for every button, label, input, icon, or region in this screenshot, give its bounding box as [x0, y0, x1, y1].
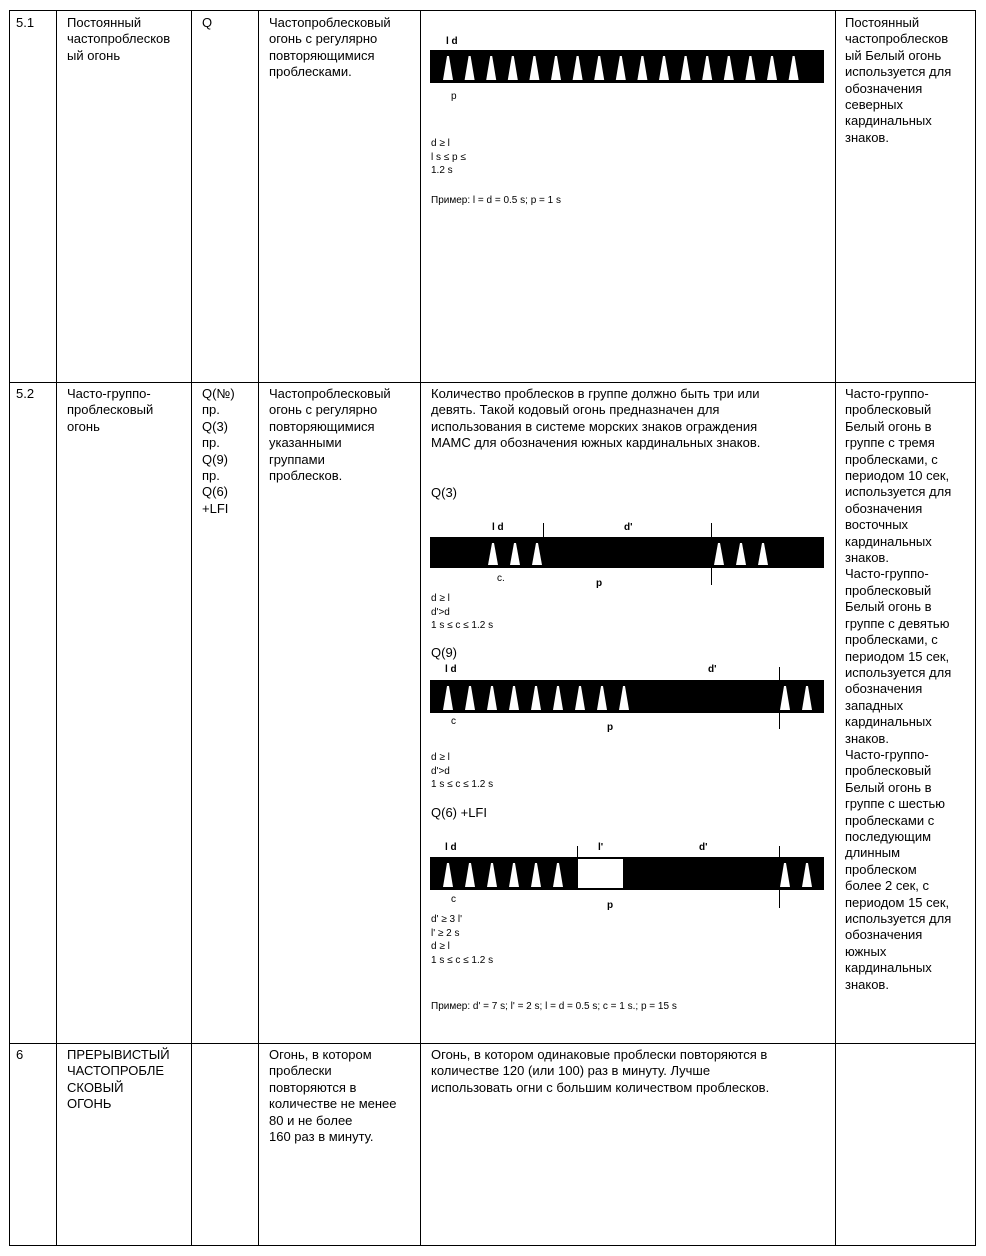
- flash-mark: [465, 56, 475, 80]
- diagram-formula: d' ≥ 3 l' l' ≥ 2 s d ≥ l 1 s ≤ c ≤ 1.2 s: [431, 914, 494, 966]
- diagram-label-l-prime: l': [598, 842, 604, 853]
- diagram-label-p: p: [451, 91, 457, 102]
- flash-mark: [510, 543, 520, 565]
- flash-mark: [767, 56, 777, 80]
- flash-mark: [487, 686, 497, 710]
- flash-marks: [430, 680, 824, 713]
- flash-mark: [531, 863, 541, 887]
- flash-mark: [594, 56, 604, 80]
- flash-mark: [714, 543, 724, 565]
- diagram-label-d-prime: d': [624, 522, 633, 533]
- flash-mark: [465, 863, 475, 887]
- column-divider: [56, 10, 57, 1246]
- flash-mark: [553, 863, 563, 887]
- flash-mark: [802, 686, 812, 710]
- q3-title: Q(3): [431, 485, 457, 500]
- flash-mark: [597, 686, 607, 710]
- diagram-label-c: c: [451, 894, 456, 905]
- diagram-example: Пример: d' = 7 s; l' = 2 s; l = d = 0.5 s; c = 1 s.; p = 15 s: [431, 1001, 677, 1012]
- flash-mark: [780, 863, 790, 887]
- flash-mark: [573, 56, 583, 80]
- light-abbreviation: Q(№) пр. Q(3) пр. Q(9) пр. Q(6) +LFI: [202, 386, 235, 516]
- diagram-label-l-d: l d: [445, 664, 457, 675]
- row-number: 5.1: [16, 15, 35, 30]
- row-divider: [9, 1043, 976, 1044]
- row-divider: [9, 382, 976, 383]
- diagram-label-p: p: [596, 578, 603, 589]
- q9-flash-diagram: [430, 680, 824, 713]
- flash-mark: [616, 56, 626, 80]
- diagram-label-p: p: [607, 722, 614, 733]
- flash-mark: [681, 56, 691, 80]
- row-number: 5.2: [16, 386, 35, 401]
- flash-marks: [430, 537, 824, 568]
- light-usage: Постоянный частопроблесков ый Белый огонь используется для обозначения северных кардинальных знаков.: [845, 15, 952, 145]
- flash-mark: [551, 56, 561, 80]
- light-name: Часто-группо- проблесковый огонь: [67, 386, 154, 434]
- flash-marks: [430, 50, 824, 83]
- flash-marks: [430, 857, 824, 890]
- q9-title: Q(9): [431, 645, 457, 660]
- diagram-label-l-d: l d: [446, 36, 458, 47]
- flash-mark: [780, 686, 790, 710]
- q6-lfi-flash-diagram: [430, 857, 824, 890]
- diagram-formula: d ≥ l l s ≤ p ≤ 1.2 s: [431, 138, 466, 177]
- diagram-label-d-prime: d': [699, 842, 708, 853]
- diagram-label-p: p: [607, 900, 614, 911]
- row-number: 6: [16, 1047, 24, 1062]
- flash-mark: [486, 56, 496, 80]
- diagram-label-l-d: l d: [445, 842, 457, 853]
- diagram-label-d-prime: d': [708, 664, 717, 675]
- flash-mark: [802, 863, 812, 887]
- group-rule-text: Количество проблесков в группе должно быть три или девять. Такой кодовый огонь предназначен для использования в системе морских знаков ограждения МАМС для обозначения южных кардинальных знаков.: [431, 386, 761, 451]
- flash-mark: [659, 56, 669, 80]
- diagram-label-c: c.: [497, 573, 505, 584]
- flash-mark: [758, 543, 768, 565]
- light-description: Частопроблесковый огонь с регулярно повторяющимися указанными группами проблесков.: [269, 386, 391, 484]
- flash-mark: [789, 56, 799, 80]
- flash-mark: [575, 686, 585, 710]
- light-description: Огонь, в котором проблески повторяются в количестве не менее 80 и не более 160 раз в минуту.: [269, 1047, 397, 1145]
- diagram-example: Пример: l = d = 0.5 s; p = 1 s: [431, 195, 561, 206]
- flash-mark: [465, 686, 475, 710]
- flash-mark: [724, 56, 734, 80]
- column-divider: [191, 10, 192, 1246]
- flash-mark: [637, 56, 647, 80]
- interrupted-light-text: Огонь, в котором одинаковые проблески повторяются в количестве 120 (или 100) раз в минуту. Лучше использовать огни с большим количеством проблесков.: [431, 1047, 770, 1095]
- flash-mark: [488, 543, 498, 565]
- flash-mark: [443, 56, 453, 80]
- light-name: ПРЕРЫВИСТЫЙ ЧАСТОПРОБЛЕ СКОВЫЙ ОГОНЬ: [67, 1047, 170, 1112]
- flash-mark: [509, 686, 519, 710]
- column-divider: [835, 10, 836, 1246]
- diagram-label-c: c: [451, 716, 456, 727]
- q6-lfi-title: Q(6) +LFI: [431, 805, 487, 820]
- flash-mark: [532, 543, 542, 565]
- diagram-formula: d ≥ l d'>d 1 s ≤ c ≤ 1.2 s: [431, 752, 494, 791]
- light-description: Частопроблесковый огонь с регулярно повторяющимися проблесками.: [269, 15, 391, 80]
- flash-mark: [745, 56, 755, 80]
- flash-mark: [509, 863, 519, 887]
- diagram-formula: d ≥ l d'>d 1 s ≤ c ≤ 1.2 s: [431, 593, 494, 632]
- light-usage: Часто-группо- проблесковый Белый огонь в группе с тремя проблесками, с периодом 10 сек, используется для обозначения восточных кардинальных знаков. Часто-группо- проблесковый Белый огонь в группе с девятью проблесками, с периодом 15 сек, используется для обозначения западных кардинальных знаков. Часто-группо- проблесковый Белый огонь в группе с шестью проблесками с последующим длинным проблеском более 2 сек, с периодом 15 сек, используется для обозначения южных кардинальных знаков.: [845, 386, 952, 992]
- q-flash-diagram: [430, 50, 824, 83]
- column-divider: [420, 10, 421, 1246]
- diagram-label-l-d: l d: [492, 522, 504, 533]
- light-abbreviation: Q: [202, 15, 213, 30]
- light-name: Постоянный частопроблесков ый огонь: [67, 15, 171, 63]
- flash-mark: [619, 686, 629, 710]
- flash-mark: [736, 543, 746, 565]
- flash-mark: [702, 56, 712, 80]
- flash-mark: [529, 56, 539, 80]
- flash-mark: [487, 863, 497, 887]
- q3-flash-diagram: [430, 537, 824, 568]
- flash-mark: [508, 56, 518, 80]
- flash-mark: [531, 686, 541, 710]
- column-divider: [258, 10, 259, 1246]
- flash-mark: [443, 686, 453, 710]
- flash-mark: [553, 686, 563, 710]
- flash-mark: [443, 863, 453, 887]
